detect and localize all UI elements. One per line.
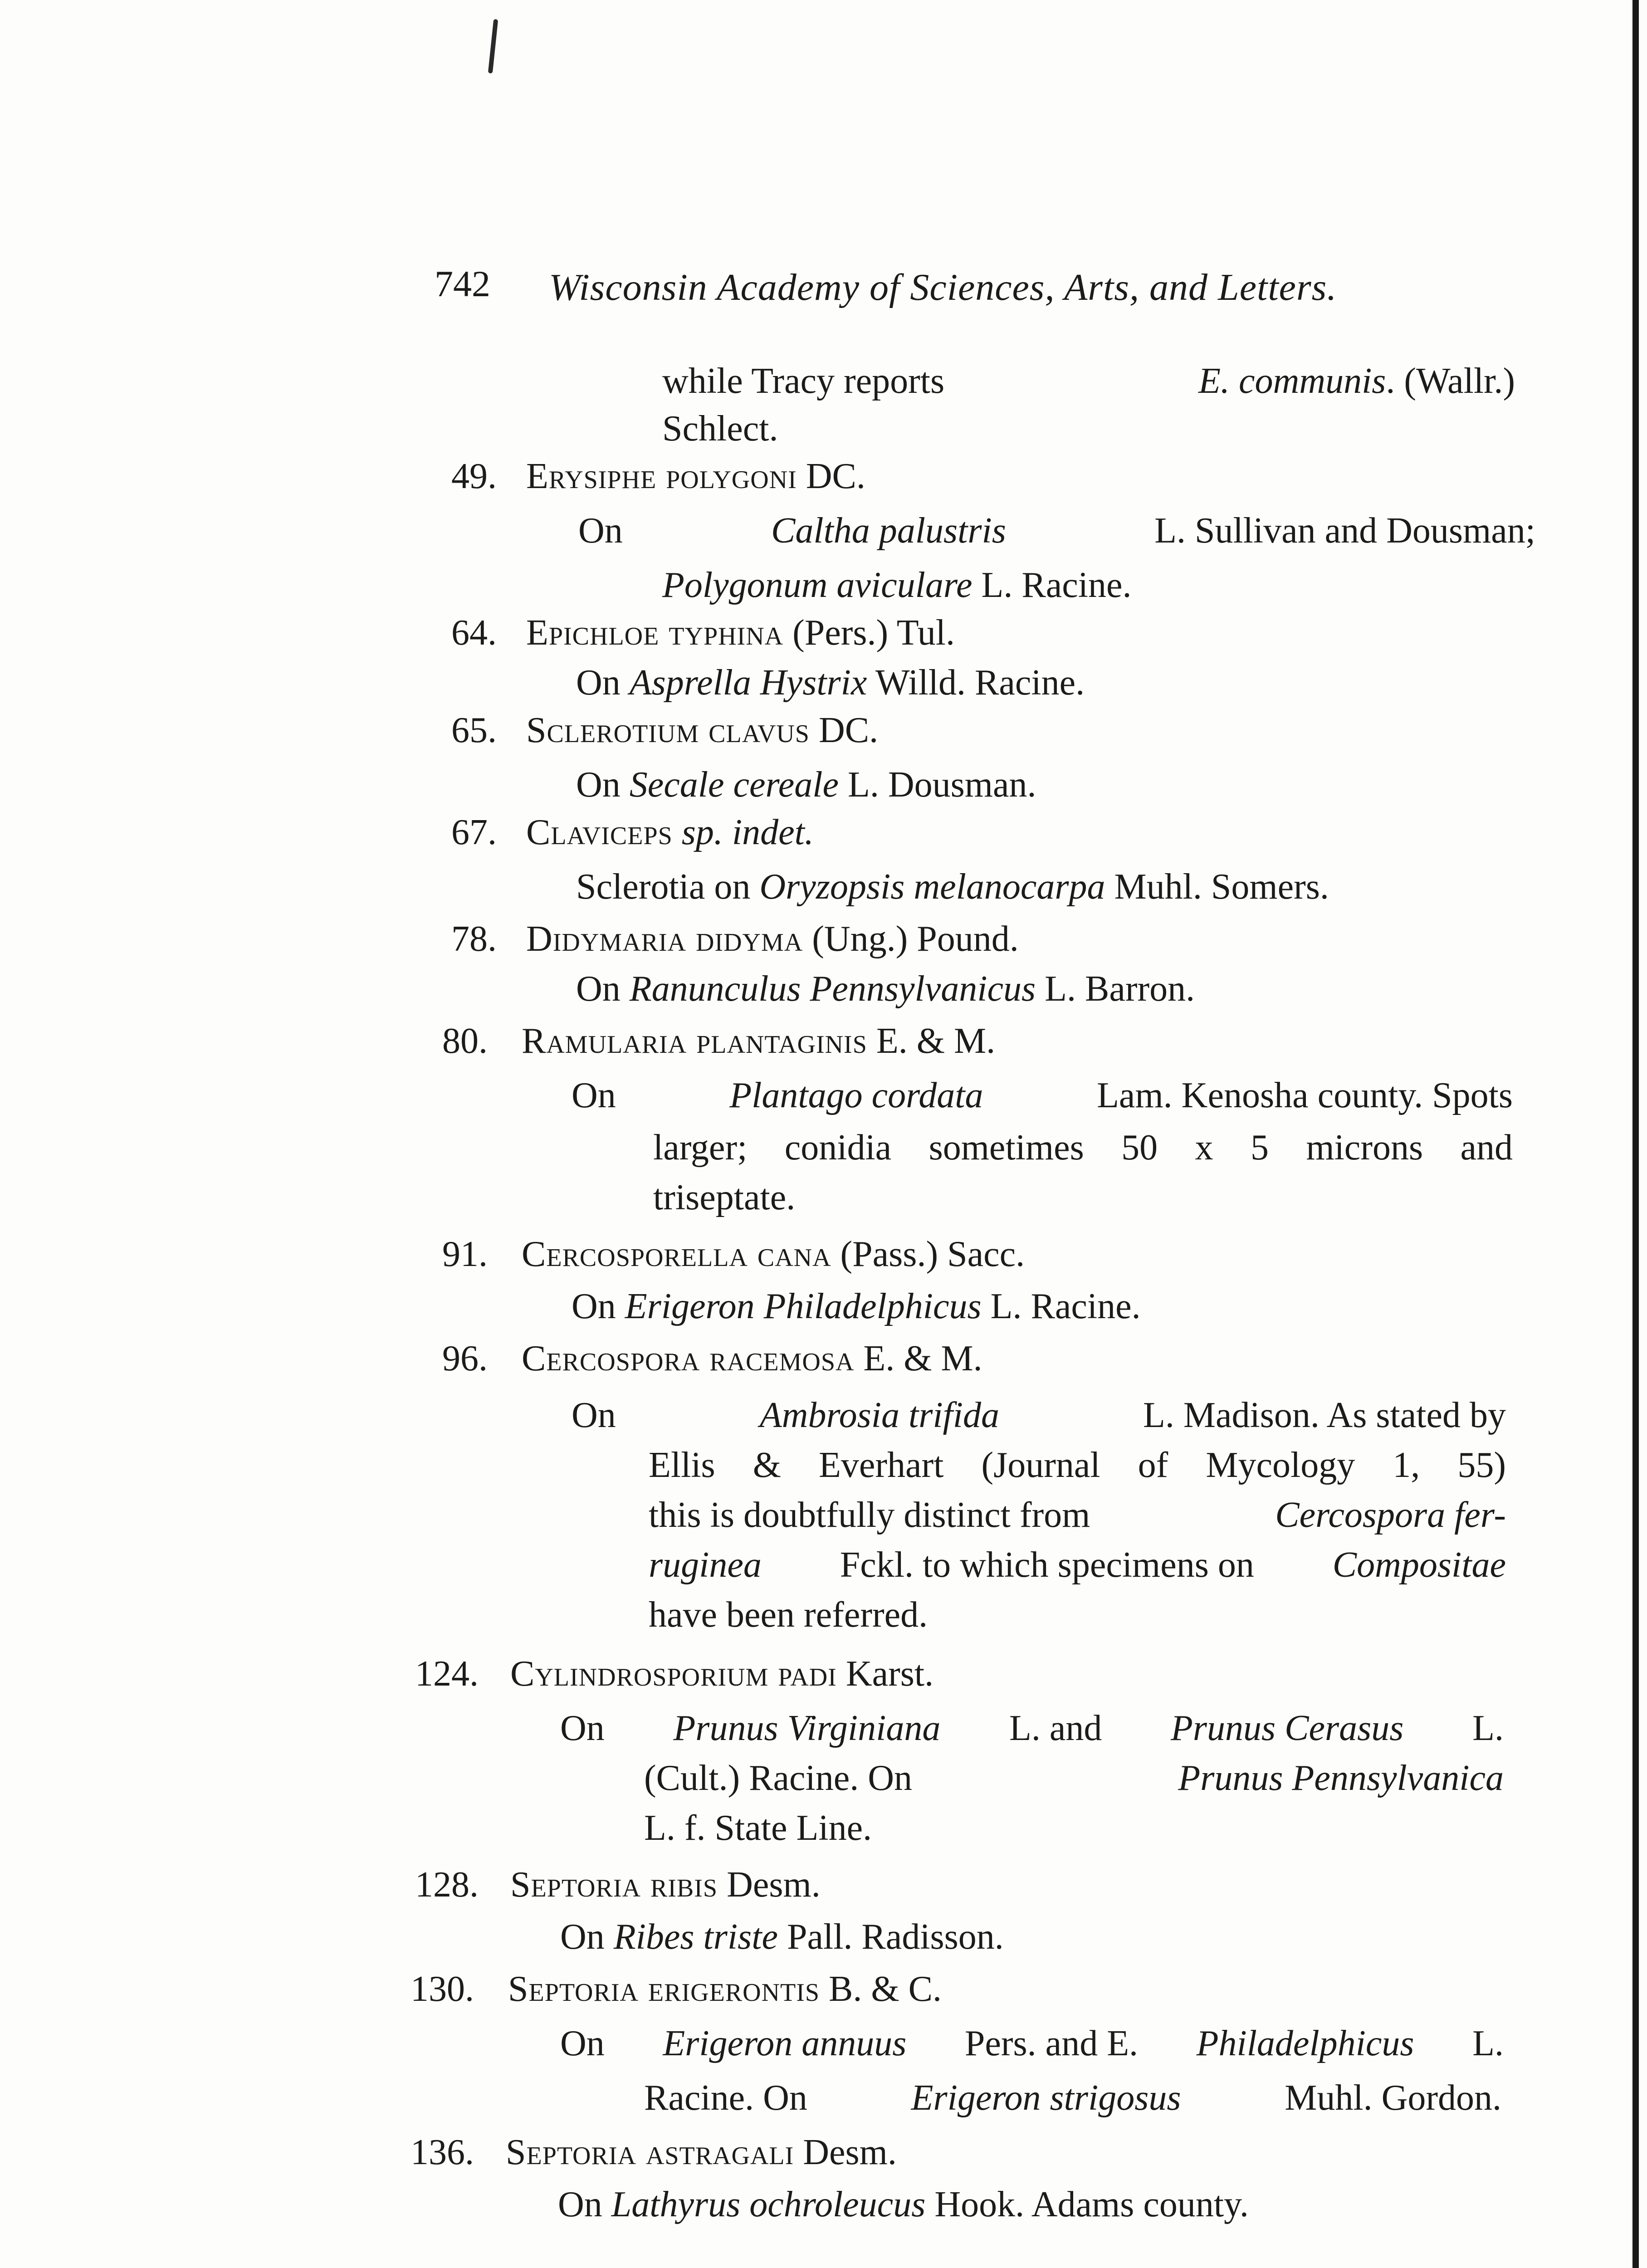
host-line: Polygonum aviculare L. Racine. (662, 565, 1132, 605)
entry-heading (522, 1236, 1025, 1272)
entry-heading (526, 814, 814, 850)
host-line: Sclerotia on Oryzopsis melanocarpa Muhl. Somers. (576, 867, 1329, 907)
species-name: Didymaria didyma (526, 919, 803, 959)
species-authority: Desm. (803, 2132, 897, 2172)
host-line: L. f. State Line. (644, 1808, 872, 1848)
page-number: 742 (435, 263, 490, 304)
host-line: On Asprella Hystrix Willd. Racine. (576, 663, 1085, 703)
entry-heading (526, 712, 878, 748)
species-authority: (Ung.) Pound. (812, 919, 1019, 959)
entry-number: 78. (451, 919, 497, 959)
host-line: ruginea Fckl. to which specimens on Compositae (649, 1545, 1506, 1585)
entry-number: 49. (451, 456, 497, 496)
species-name: Septoria ribis (510, 1865, 718, 1905)
species-name: Erysiphe polygoni (526, 456, 797, 496)
species-authority: DC. (818, 710, 879, 750)
host-line: On Lathyrus ochroleucus Hook. Adams county. (558, 2185, 1249, 2224)
species-authority: B. & C. (829, 1969, 942, 2009)
host-line: have been referred. (649, 1595, 928, 1635)
species-authority: Karst. (845, 1654, 934, 1694)
entry-number: 130. (411, 1969, 474, 2009)
host-line: On Ranunculus Pennsylvanicus L. Barron. (576, 969, 1195, 1009)
host-line: On Secale cereale L. Dousman. (576, 765, 1036, 805)
host-line: On Prunus Virginiana L. and Prunus Cerasus L. (560, 1708, 1504, 1748)
ink-mark (488, 19, 498, 73)
host-line: this is doubtfully distinct from Cercospora fer- (649, 1495, 1506, 1535)
species-authority: E. & M. (863, 1339, 982, 1378)
species-authority: (Pass.) Sacc. (840, 1234, 1025, 1274)
entry-number: 96. (442, 1339, 488, 1378)
species-name: Septoria astragali (506, 2132, 794, 2172)
entry-heading (510, 1656, 933, 1692)
entry-number: 124. (415, 1654, 479, 1694)
species-authority: Desm. (727, 1865, 821, 1905)
species-authority: DC. (806, 456, 865, 496)
species-authority: (Pers.) Tul. (792, 613, 955, 653)
entry-number: 64. (451, 613, 497, 653)
entry-heading (522, 1023, 995, 1059)
host-line: On Erigeron Philadelphicus L. Racine. (572, 1286, 1141, 1326)
host-line: Racine. On Erigeron strigosus Muhl. Gordon. (644, 2078, 1501, 2118)
entry-number: 91. (442, 1234, 488, 1274)
species-name: Cylindrosporium padi (510, 1654, 837, 1694)
host-line: On Ribes triste Pall. Radisson. (560, 1917, 1004, 1957)
entry-heading (522, 1340, 982, 1377)
continuation-line-2: Schlect. (662, 409, 778, 449)
species-name: Epichloe typhina (526, 613, 784, 653)
species-name: Sclerotium clavus (526, 710, 810, 750)
entry-heading (526, 615, 955, 651)
species-authority: sp. indet. (681, 812, 814, 852)
entry-heading (508, 1971, 942, 2007)
entry-number: 128. (415, 1865, 479, 1905)
species-name: Cercospora racemosa (522, 1339, 855, 1378)
host-line: On Caltha palustris L. Sullivan and Dousman; (578, 511, 1535, 551)
entry-heading (526, 458, 865, 494)
host-line: larger; conidia sometimes 50 x 5 microns and (653, 1128, 1513, 1168)
journal-title: Wisconsin Academy of Sciences, Arts, and Letters. (549, 266, 1337, 308)
host-line: Ellis & Everhart (Journal of Mycology 1, 55) (649, 1445, 1506, 1485)
entry-number: 65. (451, 710, 497, 750)
entry-number: 80. (442, 1021, 488, 1061)
host-line: triseptate. (653, 1178, 796, 1217)
entry-heading (506, 2134, 897, 2170)
entry-number: 136. (411, 2132, 474, 2172)
entry-heading (526, 921, 1019, 957)
species-authority: E. & M. (876, 1021, 996, 1061)
species-name: Cercosporella cana (522, 1234, 831, 1274)
entry-heading (510, 1867, 821, 1903)
host-line: On Erigeron annuus Pers. and E. Philadelphicus L. (560, 2024, 1504, 2063)
species-name: Ramularia plantaginis (522, 1021, 867, 1061)
entry-number: 67. (451, 812, 497, 852)
scan-edge-right (1632, 0, 1639, 2268)
host-line: On Plantago cordata Lam. Kenosha county. Spots (572, 1075, 1513, 1115)
host-line: On Ambrosia trifida L. Madison. As stated by (572, 1395, 1506, 1435)
species-name: Claviceps (526, 812, 673, 852)
species-name: Septoria erigerontis (508, 1969, 820, 2009)
host-line: (Cult.) Racine. On Prunus Pennsylvanica (644, 1758, 1504, 1798)
continuation-line-1: while Tracy reports E. communis. (Wallr.) (662, 361, 1515, 401)
